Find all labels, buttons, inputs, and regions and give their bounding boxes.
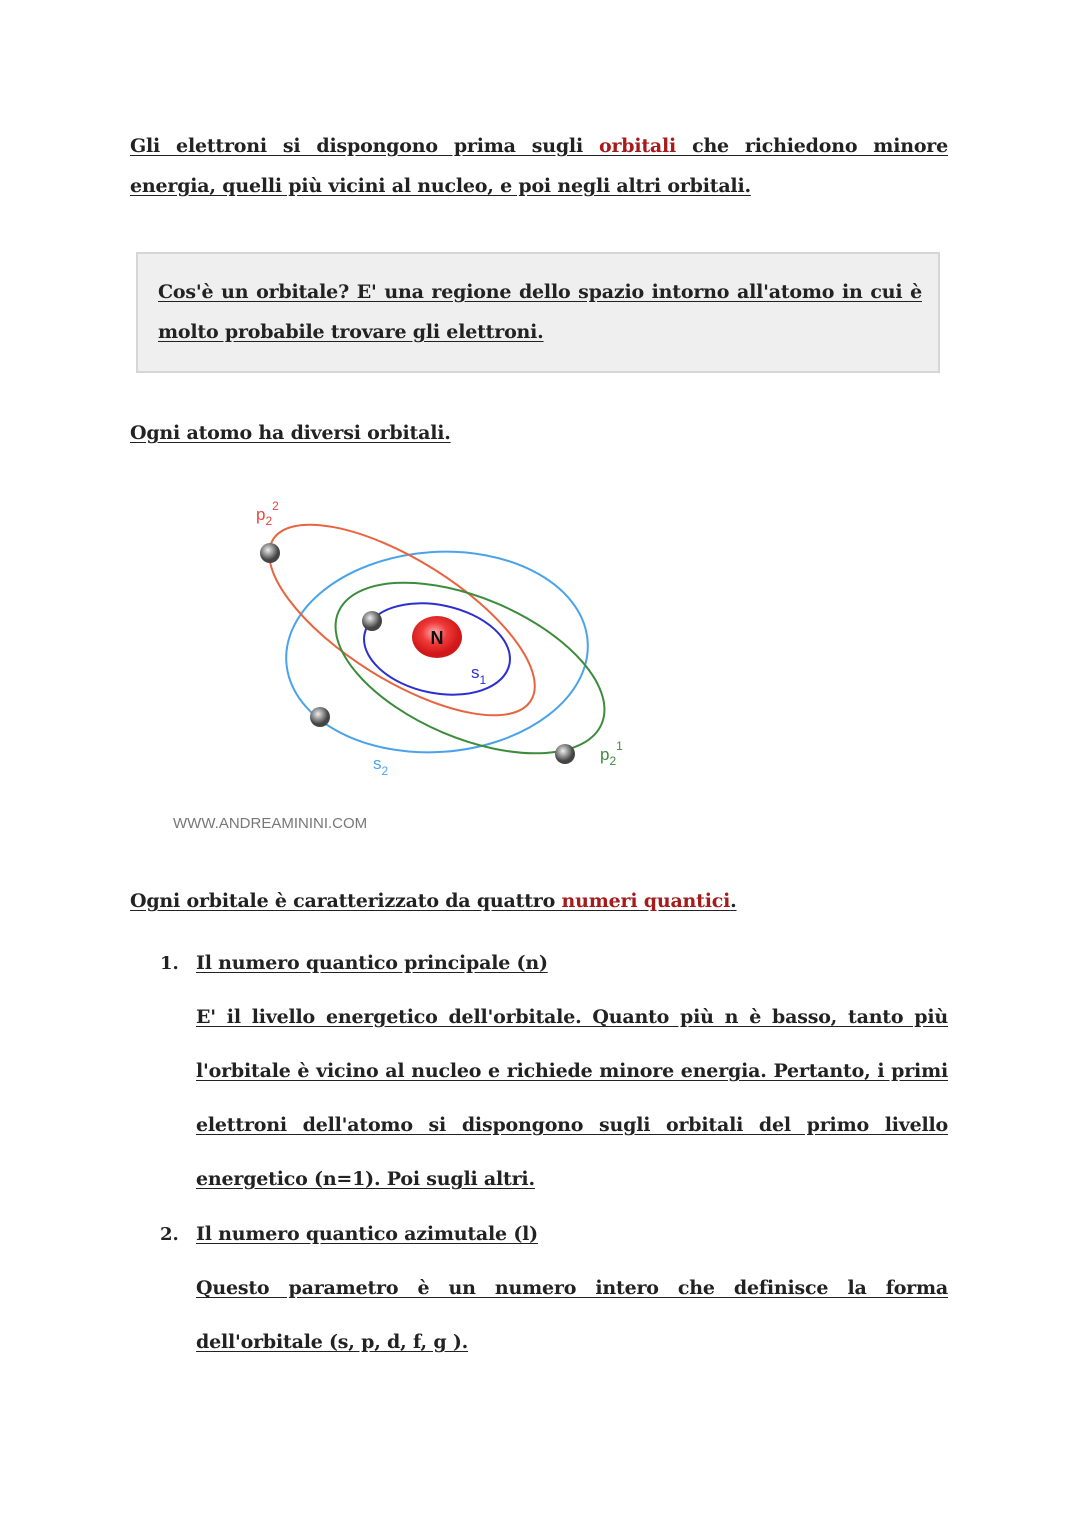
list-item-body: E' il livello energetico dell'orbitale. Quanto più n è basso, tanto più l'orbitale è vicino al nucleo e richiede minore energia. Pertanto, i primi elettroni dell'atomo si dispongono sugli orbitali del primo livello energetico (n=1). Poi sugli altri. bbox=[196, 1006, 948, 1190]
electron bbox=[362, 611, 382, 631]
numeri-quantici-link[interactable]: numeri quantici bbox=[561, 890, 731, 912]
list-number: 2. bbox=[160, 1224, 179, 1245]
electron bbox=[310, 707, 330, 727]
nucleus-label: N bbox=[430, 628, 444, 648]
quantum-paragraph bbox=[130, 881, 948, 921]
quantum-text-end: . bbox=[730, 890, 737, 912]
p22-label: $p_2^2$ bbox=[256, 499, 279, 528]
p21-label: $p_2^1$ bbox=[600, 739, 623, 768]
list-item-title: Il numero quantico principale (n) bbox=[196, 952, 548, 974]
intro-text: Gli elettroni si dispongono prima sugli bbox=[130, 135, 599, 157]
list-number: 1. bbox=[160, 953, 179, 974]
orbitali-link[interactable]: orbitali bbox=[598, 135, 677, 157]
list-item-title: Il numero quantico azimutale (l) bbox=[196, 1223, 538, 1245]
electron bbox=[555, 744, 575, 764]
p21-orbit bbox=[311, 548, 629, 789]
watermark: WWW.ANDREAMININI.COM bbox=[173, 815, 368, 832]
every-atom-text: Ogni atomo ha diversi orbitali. bbox=[130, 422, 451, 444]
s2-label: $s_2$ bbox=[373, 754, 389, 778]
quantum-text: Ogni orbitale è caratterizzato da quattro bbox=[130, 890, 562, 912]
intro-text-end: che richiedono minore energia, quelli più vicini al nucleo, e poi negli altri orbitali. bbox=[130, 135, 948, 197]
s1-label: $s_1$ bbox=[471, 663, 487, 687]
electron bbox=[260, 543, 280, 563]
definition-text: Cos'è un orbitale? E' una regione dello spazio intorno all'atomo in cui è molto probabile trovare gli elettroni. bbox=[158, 281, 922, 343]
list-item-body: Questo parametro è un numero intero che definisce la forma dell'orbitale (s, p, d, f, g ). bbox=[196, 1277, 948, 1353]
